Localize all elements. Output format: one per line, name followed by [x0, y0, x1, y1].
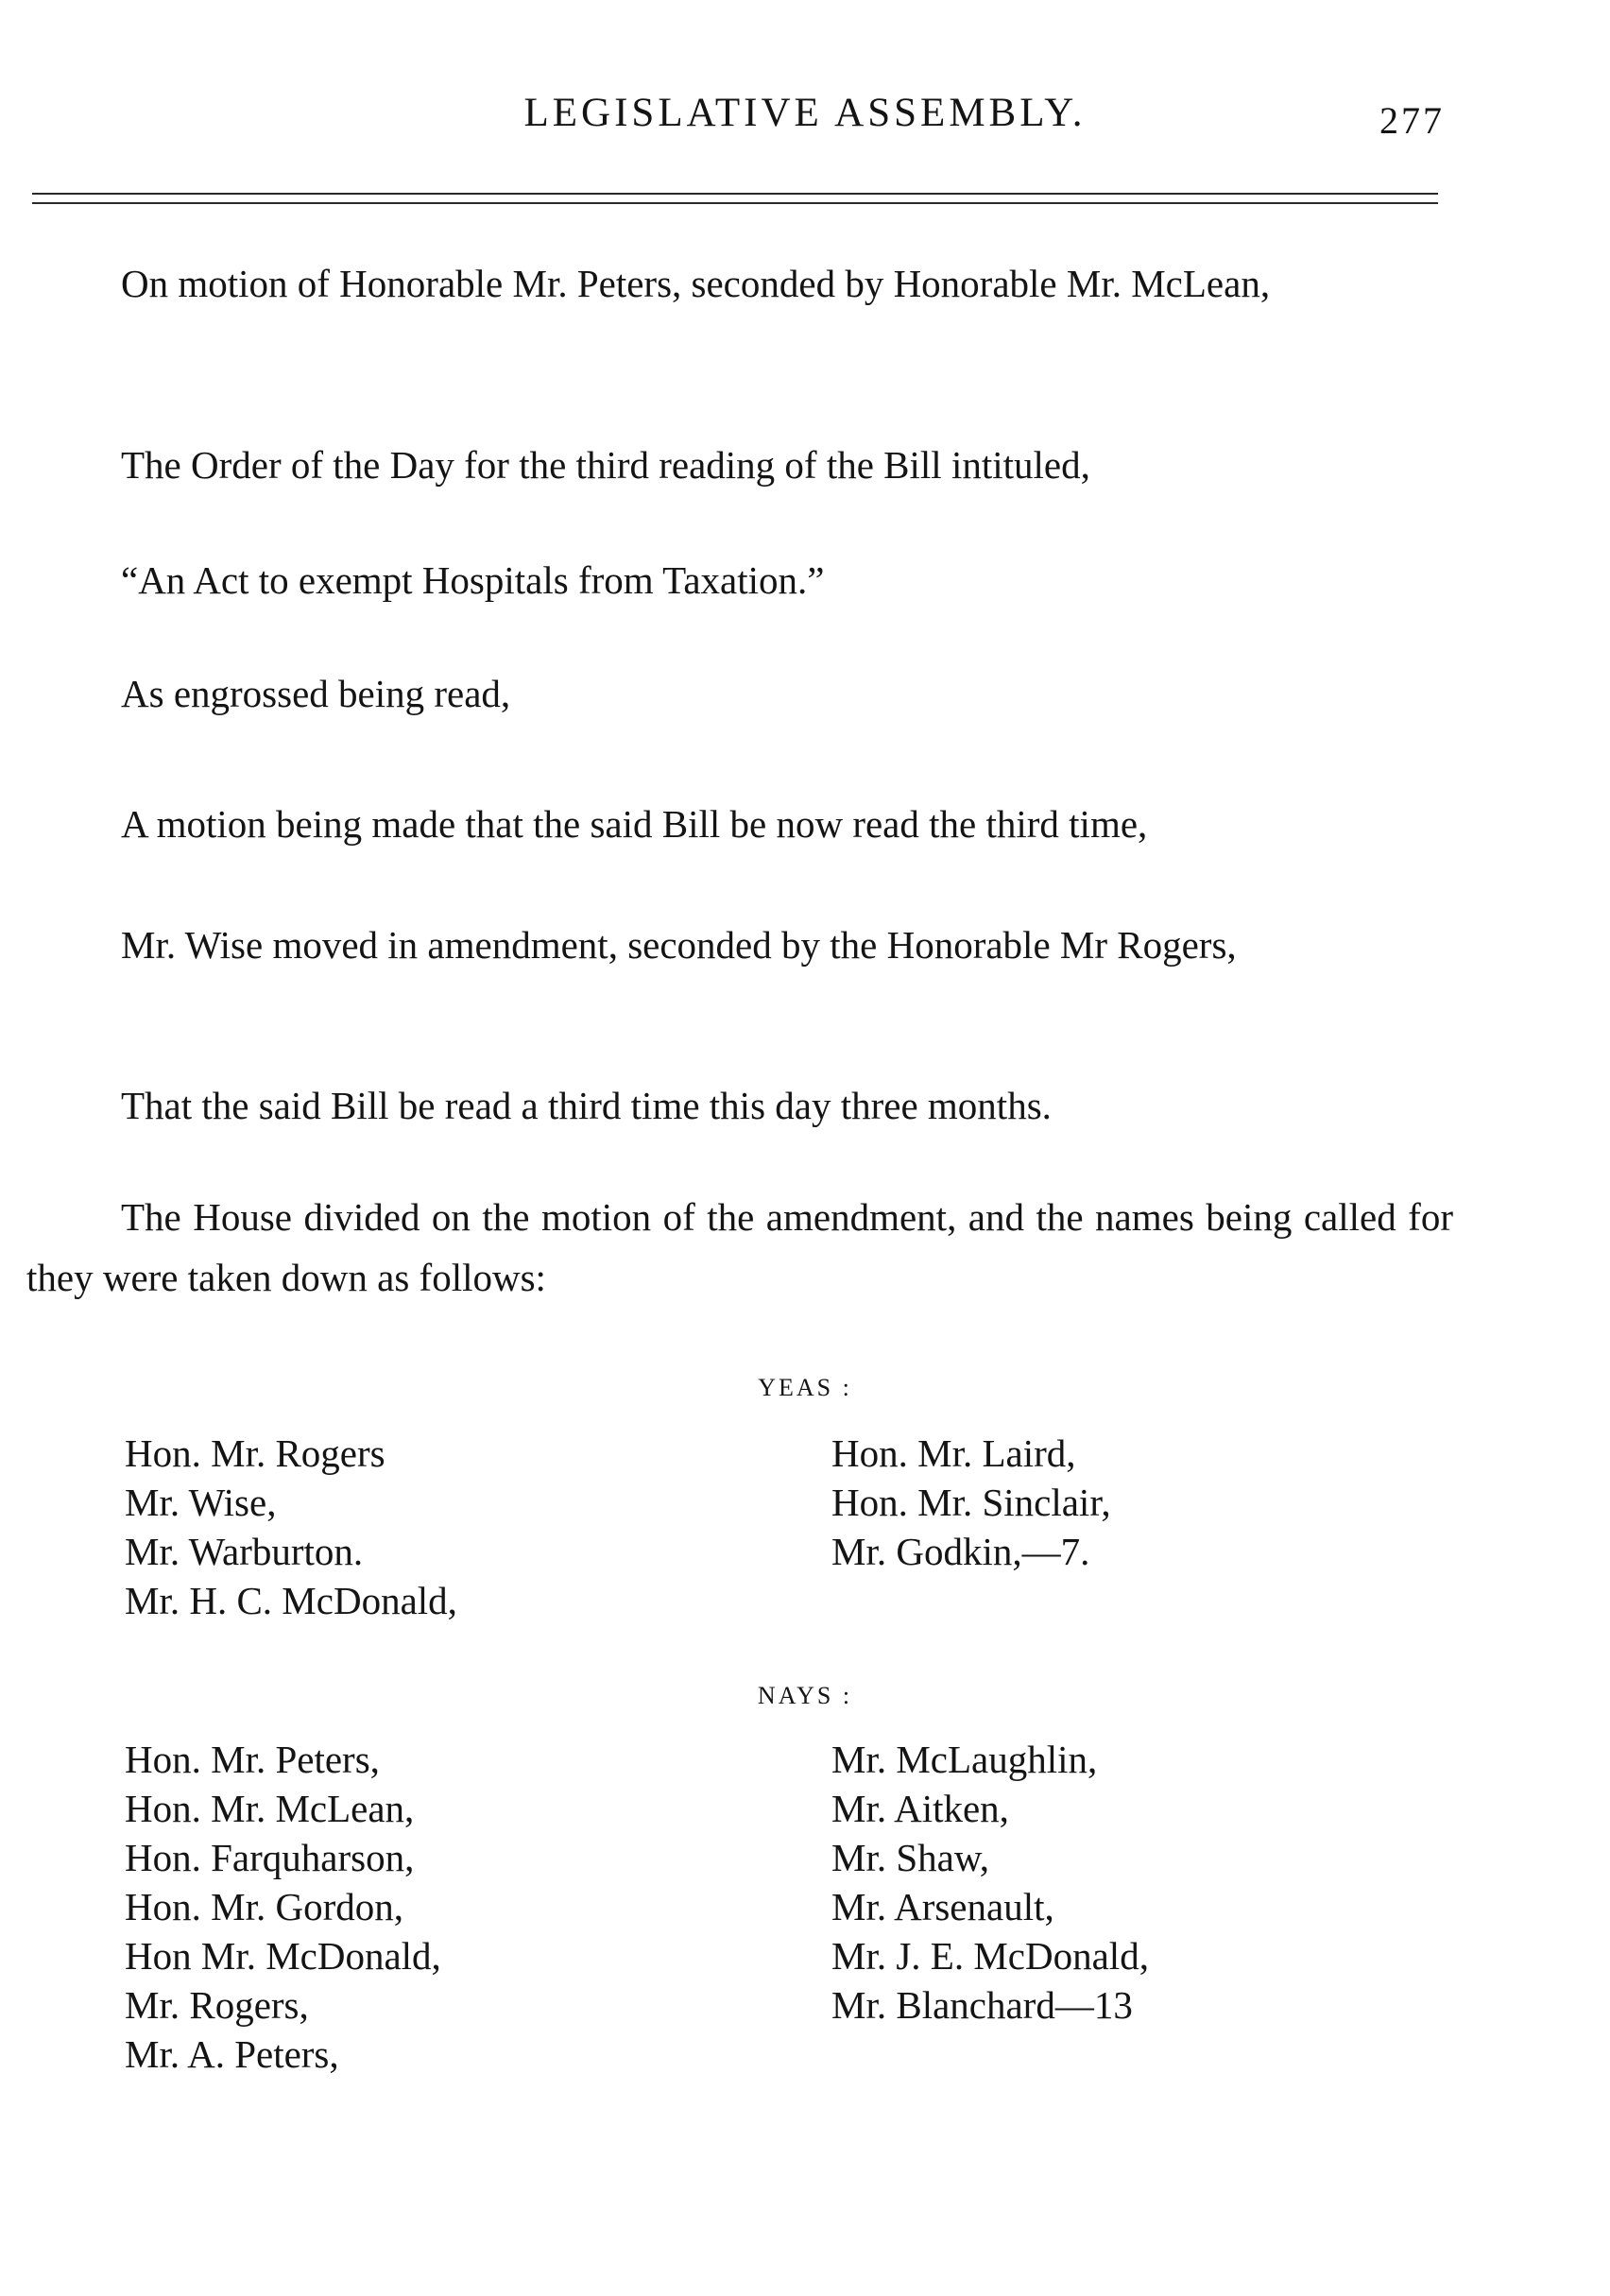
list-item: Mr. Warburton. [125, 1530, 364, 1573]
list-item: Mr. J. E. McDonald, [831, 1934, 1149, 1978]
list-item: Hon. Farquharson, [125, 1836, 415, 1879]
list-item: Mr. Wise, [125, 1481, 277, 1524]
list-item: Mr. A. Peters, [125, 2032, 339, 2076]
running-title: LEGISLATIVE ASSEMBLY. [523, 91, 1087, 135]
list-item: Mr. Rogers, [125, 1983, 309, 2027]
list-item: Mr. H. C. McDonald, [125, 1579, 457, 1622]
paragraph-order-of-day: The Order of the Day for the third reading of the Bill intituled, [121, 443, 1090, 487]
yeas-heading: YEAS : [758, 1374, 852, 1401]
header-rule-bottom [32, 202, 1438, 204]
header-rule-top [32, 193, 1438, 195]
list-item: Hon. Mr. Gordon, [125, 1885, 403, 1928]
yeas-right-list [831, 1429, 1111, 1576]
yeas-left-list [125, 1429, 457, 1625]
paragraph-engrossed: As engrossed being read, [121, 672, 511, 715]
paragraph-motion: On motion of Honorable Mr. Peters, seconded by Honorable Mr. McLean, [121, 262, 1271, 305]
nays-right-list [831, 1735, 1149, 2030]
page-number: 277 [1379, 99, 1445, 142]
paragraph-three-months: That the said Bill be read a third time this day three months. [121, 1084, 1052, 1127]
list-item: Hon. Mr. Laird, [831, 1431, 1076, 1475]
list-item: Mr. Blanchard—13 [831, 1983, 1133, 2027]
paragraph-division: The House divided on the motion of the amendment, and the names being called for they were taken down as follows: [26, 1195, 1453, 1299]
list-item: Mr. Arsenault, [831, 1885, 1054, 1928]
paragraph-bill-title: “An Act to exempt Hospitals from Taxation.” [121, 558, 825, 602]
list-item: Mr. McLaughlin, [831, 1738, 1098, 1781]
list-item: Hon. Mr. Peters, [125, 1738, 380, 1781]
list-item: Mr. Shaw, [831, 1836, 990, 1879]
nays-heading: NAYS : [757, 1682, 853, 1709]
list-item: Hon. Mr. McLean, [125, 1787, 415, 1830]
list-item: Hon. Mr. Rogers [125, 1431, 385, 1475]
list-item: Hon Mr. McDonald, [125, 1934, 441, 1978]
list-item: Mr. Godkin,—7. [831, 1530, 1090, 1573]
nays-left-list [125, 1735, 441, 2079]
paragraph-third-reading-motion: A motion being made that the said Bill be now read the third time, [121, 802, 1148, 846]
list-item: Hon. Mr. Sinclair, [831, 1481, 1111, 1524]
list-item: Mr. Aitken, [831, 1787, 1009, 1830]
paragraph-amendment: Mr. Wise moved in amendment, seconded by the Honorable Mr Rogers, [121, 923, 1237, 967]
